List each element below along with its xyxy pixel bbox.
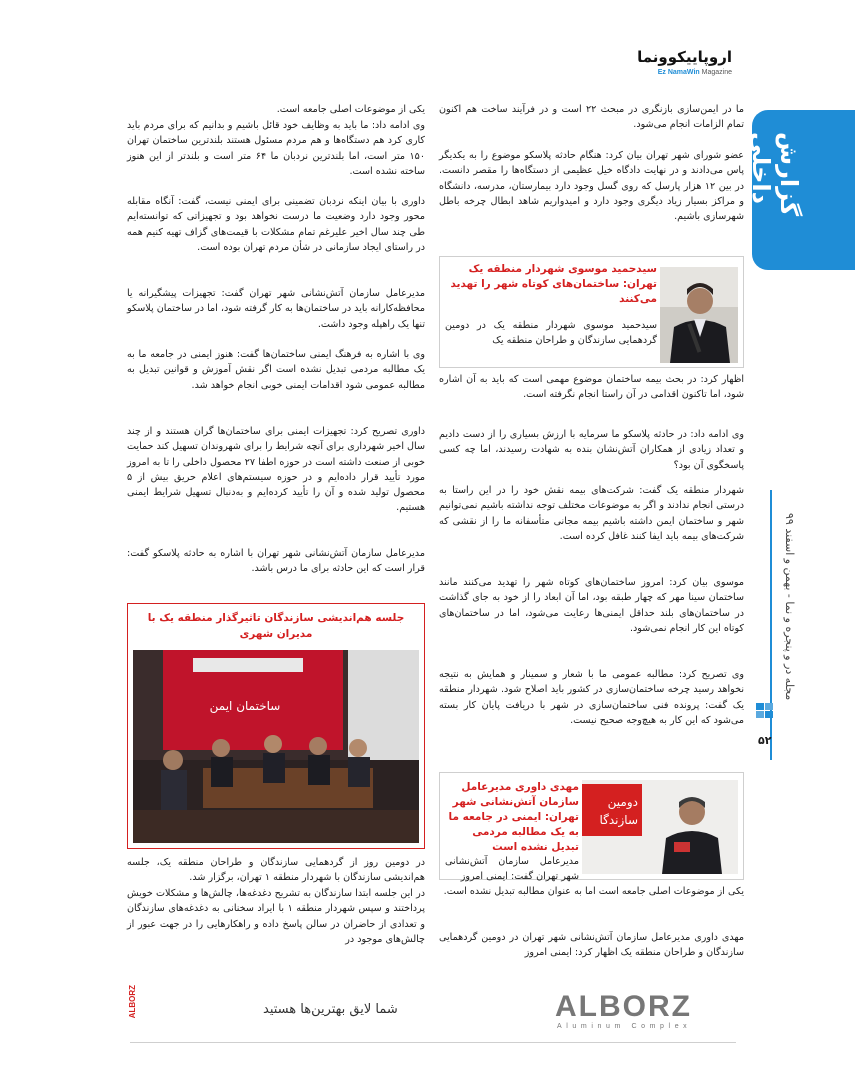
window-icon bbox=[754, 698, 776, 720]
profile-box-mousavi-title: سیدحمید موسوی شهردار منطقه یک تهران: ساختمان‌های کوتاه شهر را تهدید می‌کنند bbox=[450, 263, 657, 305]
svg-text:دومین: دومین bbox=[607, 795, 638, 809]
event-photo bbox=[133, 650, 419, 843]
profile-box-mousavi-text: سیدحمید موسوی شهردار منطقه یک در دومین گردهمایی سازندگان و طراحان منطقه یک bbox=[445, 320, 657, 347]
right-paragraph-9: مهدی داوری مدیرعامل سازمان آتش‌نشانی شهر تهران در دومین گردهمایی سازندگان و طراحان منطقه یک اظهار کرد: ایمنی امروز bbox=[439, 932, 744, 959]
left-paragraph-4: مدیرعامل سازمان آتش‌نشانی شهر تهران گفت: تجهیزات پیشگیرانه یا محافظه‌کارانه باید در ساختمان‌ها به کار گرفته شود، اما در ساختمان پلاسکو تنها یک راهپله وجود داشت. bbox=[127, 288, 425, 330]
right-paragraph-6: موسوی بیان کرد: امروز ساختمان‌های کوتاه شهر را تهدید می‌کنند مانند ساختمان سینا مهر که چهار طبقه بود، اما آن ابعاد را از خود به جای گذاشت در ساختمان‌های بلند حداقل ایمنی‌ها رعایت می‌شود، اما در ساختمان‌های کوتاه این کار انجام نمی‌شود. bbox=[439, 577, 744, 634]
footer-slogan: شما لایق بهترین‌ها هستید bbox=[263, 1002, 398, 1017]
left-paragraph-7: مدیرعامل سازمان آتش‌نشانی شهر تهران با اشاره به حادثه پلاسکو گفت: قرار است که این حادثه برای ما درس باشد. bbox=[127, 548, 425, 575]
svg-text:سازندگا: سازندگا bbox=[599, 813, 638, 827]
photo-davari bbox=[582, 780, 738, 874]
left-paragraph-8: در دومین روز از گردهمایی سازندگان و طراحان منطقه یک، جلسه هم‌اندیشی سازندگان با شهردار منطقه ۱ تهران، برگزار شد. bbox=[127, 857, 425, 884]
right-paragraph-4: وی ادامه داد: در حادثه پلاسکو ما سرمایه با ارزش بسیاری را از دست دادیم و تعداد زیادی از همکاران آتش‌نشان بنده به شهادت رسیدند، اما چه کسی پاسخگوی آن بود؟ bbox=[439, 429, 744, 471]
logo-english-text: Ez NamaWin Magazine bbox=[657, 69, 732, 76]
issue-label: مجله در و پنجره و نما - بهمن و اسفند ۹۹ bbox=[783, 512, 796, 700]
alborz-logo bbox=[555, 990, 730, 1036]
left-paragraph-5: وی با اشاره به فرهنگ ایمنی ساختمان‌ها گفت: هنوز ایمنی در جامعه ما به یک مطالبه مردمی تبدیل نشده است اگر نقش آموزش و قوانین تبدیل به مطالبه عمومی شود اقدامات ایمنی خوبی انجام خواهد شد. bbox=[127, 349, 425, 391]
event-poster-text: ساختمان ایمن bbox=[209, 699, 281, 713]
right-paragraph-5: شهردار منطقه یک گفت: شرکت‌های بیمه نقش خود را در این راستا به درستی انجام ندادند و اگر به موضوعات مختلف توجه نداشته باشیم نمی‌توانیم شهر و ساختمان ایمن داشته باشیم بیمه مجانی متأسفانه ما را از نقشی که شرکت‌های بیمه باید ایفا کنند غافل کرده است. bbox=[439, 485, 744, 542]
right-paragraph-3: اظهار کرد: در بحث بیمه ساختمان موضوع مهمی است که باید به آن اشاره شود، اما تاکنون اقدامی در آن راستا انجام نگرفته است. bbox=[439, 374, 744, 401]
section-tab bbox=[747, 110, 855, 270]
right-paragraph-2: عضو شورای شهر تهران بیان کرد: هنگام حادثه پلاسکو موضوع را به یکدیگر پاس می‌دادند و در نهایت دادگاه خیل عظیمی از دستگاه‌ها را مقصر دانست. در بین ۱۲ هزار پارسل که روی گسل وجود دارد بیمارستان، مدرسه، دانشگاه و مراکز بسیار زیاد دیگری وجود دارد و امیدواریم شاهد ابطال چرخه باطل شهرسازی باشیم. bbox=[439, 150, 745, 223]
profile-box-davari-text: مدیرعامل سازمان آتش‌نشانی شهر تهران گفت: ایمنی امروز bbox=[445, 856, 579, 883]
side-brand-text: ALBORZ bbox=[128, 985, 137, 1019]
right-paragraph-7: وی تصریح کرد: مطالبه عمومی ما با شعار و سمینار و همایش به نتیجه نخواهد رسید چرخه ساختمان‌سازی در کشور باید اصلاح شود. شهردار منطقه یک گفت: پرونده فنی ساختمان‌سازی در شهر با دریافت پایان کار بسته می‌شود که این کار به هیچ‌وجه صحیح نیست. bbox=[439, 669, 744, 726]
page-number: ۵۲ bbox=[758, 734, 772, 747]
magazine-logo bbox=[632, 48, 732, 82]
profile-box-davari-title: مهدی داوری مدیرعامل سازمان آتش‌نشانی شهر تهران: ایمنی در جامعه ما به یک مطالبه مردمی تبدیل نشده است bbox=[448, 781, 579, 853]
right-paragraph-1: ما در ایمن‌سازی بازنگری در مبحث ۲۲ است و در فرآیند ساخت هم اکنون تمام الزامات انجام می‌شود. bbox=[439, 104, 744, 131]
left-paragraph-9: در این جلسه ابتدا سازندگان به تشریح دغدغه‌ها، چالش‌ها و مشکلات خویش پرداختند و سپس شهردار منطقه ۱ با ایراد سخنانی به دغدغه‌های سازندگان و تعدادی از حاضران در سالن پاسخ داده و راهکارهایی را در جهت عبور از چالش‌های موجود در bbox=[127, 888, 425, 945]
event-title: جلسه هم‌اندیشی سازندگان تاثیرگذار منطقه یک با مدیران شهری bbox=[147, 612, 405, 640]
section-title: گزارش داخلی bbox=[747, 132, 803, 217]
left-paragraph-2: وی ادامه داد: ما باید به وظایف خود قائل باشیم و بدانیم که برای مردم باید کاری کرد هم دستگاه‌ها و هم مردم مسئول هستند بلندترین ساختمان تهران ۱۵۰ متر است، اما بلندترین نردبان ما ۶۴ متر است و بلندتر از این هنوز ساخته نشده است. bbox=[127, 120, 425, 177]
left-paragraph-3: داوری با بیان اینکه نردبان تضمینی برای ایمنی نیست، گفت: آنگاه مقابله محور وجود دارد وضعیت ما درست نخواهد بود و تجهیزاتی که توانسته‌ایم طی چند سال اخیر علیرغم تمام مشکلات با قیمت‌های گزاف تهیه کنیم همه در راستای ایجاد سازمانی در شأن مردم تهران بوده است. bbox=[127, 196, 425, 253]
right-paragraph-8: یکی از موضوعات اصلی جامعه است اما به عنوان مطالبه تبدیل نشده است. bbox=[443, 886, 744, 897]
footer-rule bbox=[130, 1042, 736, 1043]
photo-mousavi bbox=[660, 267, 738, 363]
left-paragraph-1: یکی از موضوعات اصلی جامعه است. bbox=[276, 104, 425, 115]
alborz-subtitle: Aluminum Complex bbox=[557, 1023, 692, 1030]
alborz-wordmark: ALBORZ bbox=[555, 990, 692, 1023]
logo-persian-text: اروپاییکوونما bbox=[637, 48, 732, 66]
left-paragraph-6: داوری تصریح کرد: تجهیزات ایمنی برای ساختمان‌ها گران هستند و از چند سال اخیر شهرداری برای آنچه شرایط را برای شهروندان تسهیل کند حمایت خوبی از صنعت داشته است در حوزه اطفا ۲۷ محصول داخلی را تا به امروز مورد تأیید قرار داده‌ایم و در حوزه سیستم‌های اعلام حریق بیش از ۵ محصول تولید شده و آن را تأیید کرده‌ایم و به‌دنبال تسهیل شرایط ایمنی هستیم. bbox=[127, 426, 425, 514]
